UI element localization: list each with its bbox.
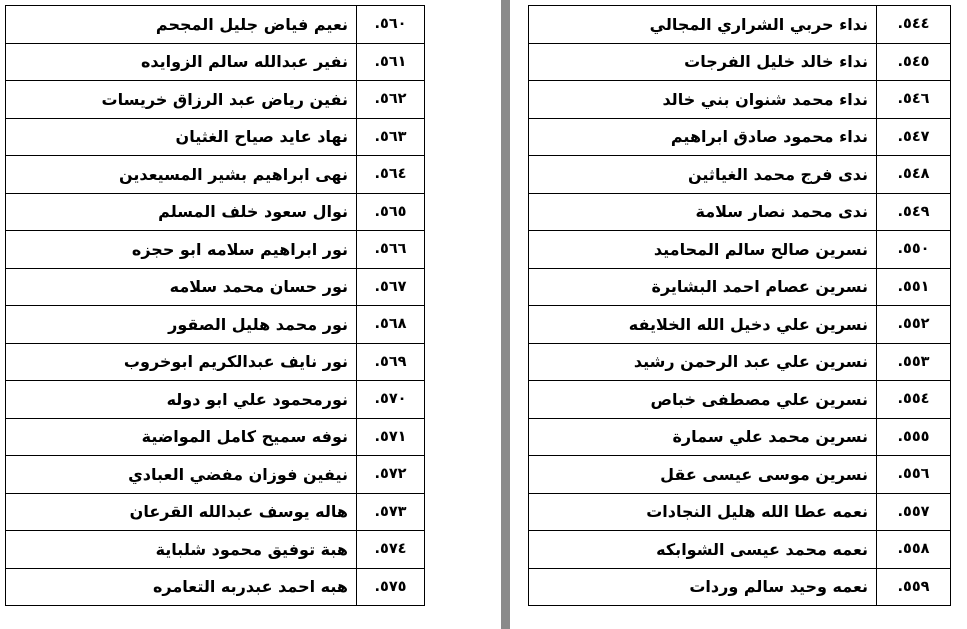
table-row	[6, 231, 425, 269]
row-number: ٥٥٥.	[877, 418, 951, 456]
person-name: نداء محمود صادق ابراهيم	[529, 118, 877, 156]
person-name: نفير عبدالله سالم الزوايده	[6, 43, 357, 81]
names-table-right	[528, 5, 951, 606]
row-number: ٥٧٤.	[357, 531, 425, 569]
person-name: نسرين علي دخيل الله الخلايفه	[529, 306, 877, 344]
table-row	[6, 306, 425, 344]
table-row	[529, 118, 951, 156]
table-row	[529, 156, 951, 194]
row-number: ٥٤٥.	[877, 43, 951, 81]
person-name: نداء خالد خليل الفرجات	[529, 43, 877, 81]
person-name: نوال سعود خلف المسلم	[6, 193, 357, 231]
table-row	[529, 568, 951, 606]
person-name: نور محمد هليل الصقور	[6, 306, 357, 344]
row-number: ٥٦٧.	[357, 268, 425, 306]
row-number: ٥٥٧.	[877, 493, 951, 531]
table-row	[6, 531, 425, 569]
row-number: ٥٧١.	[357, 418, 425, 456]
row-number: ٥٧٠.	[357, 381, 425, 419]
row-number: ٥٦٠.	[357, 6, 425, 44]
row-number: ٥٤٩.	[877, 193, 951, 231]
person-name: نوفه سميح كامل المواضية	[6, 418, 357, 456]
row-number: ٥٥٢.	[877, 306, 951, 344]
person-name: هاله يوسف عبدالله القرعان	[6, 493, 357, 531]
row-number: ٥٦٤.	[357, 156, 425, 194]
row-number: ٥٤٨.	[877, 156, 951, 194]
row-number: ٥٥٠.	[877, 231, 951, 269]
person-name: ندى محمد نصار سلامة	[529, 193, 877, 231]
page-divider	[501, 0, 510, 629]
table-row	[6, 81, 425, 119]
table-row	[6, 456, 425, 494]
person-name: نسرين موسى عيسى عقل	[529, 456, 877, 494]
person-name: نفين رياض عبد الرزاق خريسات	[6, 81, 357, 119]
table-row	[6, 568, 425, 606]
person-name: هبه احمد عبدربه التعامره	[6, 568, 357, 606]
person-name: نور حسان محمد سلامه	[6, 268, 357, 306]
names-table-right-body	[529, 6, 951, 606]
table-row	[529, 418, 951, 456]
table-row	[529, 531, 951, 569]
person-name: نسرين عصام احمد البشايرة	[529, 268, 877, 306]
person-name: هبة توفيق محمود شلباية	[6, 531, 357, 569]
table-row	[529, 231, 951, 269]
person-name: نعمه عطا الله هليل النجادات	[529, 493, 877, 531]
person-name: ندى فرج محمد الغياثين	[529, 156, 877, 194]
table-row	[529, 456, 951, 494]
person-name: نداء محمد شنوان بني خالد	[529, 81, 877, 119]
table-row	[6, 156, 425, 194]
names-table-left-body	[6, 6, 425, 606]
row-number: ٥٦٥.	[357, 193, 425, 231]
row-number: ٥٦٨.	[357, 306, 425, 344]
person-name: نيفين فوزان مفضي العبادي	[6, 456, 357, 494]
table-row	[6, 193, 425, 231]
row-number: ٥٥٤.	[877, 381, 951, 419]
person-name: نعيم فياض جليل المجحم	[6, 6, 357, 44]
table-row	[6, 381, 425, 419]
person-name: نورمحمود علي ابو دوله	[6, 381, 357, 419]
row-number: ٥٥٦.	[877, 456, 951, 494]
table-row	[529, 43, 951, 81]
row-number: ٥٤٧.	[877, 118, 951, 156]
table-row	[6, 493, 425, 531]
table-row	[529, 306, 951, 344]
row-number: ٥٥٩.	[877, 568, 951, 606]
table-row	[6, 268, 425, 306]
table-row	[6, 118, 425, 156]
row-number: ٥٤٤.	[877, 6, 951, 44]
row-number: ٥٧٢.	[357, 456, 425, 494]
person-name: نداء حربي الشراري المجالي	[529, 6, 877, 44]
row-number: ٥٦٣.	[357, 118, 425, 156]
person-name: نسرين صالح سالم المحاميد	[529, 231, 877, 269]
row-number: ٥٦١.	[357, 43, 425, 81]
row-number: ٥٤٦.	[877, 81, 951, 119]
table-row	[529, 493, 951, 531]
table-row	[6, 6, 425, 44]
row-number: ٥٧٣.	[357, 493, 425, 531]
person-name: نور ابراهيم سلامه ابو حجزه	[6, 231, 357, 269]
table-row	[529, 193, 951, 231]
table-row	[529, 6, 951, 44]
row-number: ٥٥٣.	[877, 343, 951, 381]
person-name: نعمه وحيد سالم وردات	[529, 568, 877, 606]
row-number: ٥٥٨.	[877, 531, 951, 569]
person-name: نسرين علي عبد الرحمن رشيد	[529, 343, 877, 381]
row-number: ٥٦٢.	[357, 81, 425, 119]
row-number: ٥٦٦.	[357, 231, 425, 269]
table-row	[6, 343, 425, 381]
person-name: نهى ابراهيم بشير المسيعدين	[6, 156, 357, 194]
person-name: نسرين علي مصطفى خباص	[529, 381, 877, 419]
table-row	[529, 343, 951, 381]
row-number: ٥٧٥.	[357, 568, 425, 606]
table-row	[529, 81, 951, 119]
names-table-left	[5, 5, 425, 606]
table-row	[6, 43, 425, 81]
row-number: ٥٦٩.	[357, 343, 425, 381]
row-number: ٥٥١.	[877, 268, 951, 306]
person-name: نعمه محمد عيسى الشوابكه	[529, 531, 877, 569]
table-row	[529, 381, 951, 419]
table-row	[529, 268, 951, 306]
person-name: نهاد عايد صياح الغثيان	[6, 118, 357, 156]
person-name: نسرين محمد علي سمارة	[529, 418, 877, 456]
person-name: نور نايف عبدالكريم ابوخروب	[6, 343, 357, 381]
table-row	[6, 418, 425, 456]
